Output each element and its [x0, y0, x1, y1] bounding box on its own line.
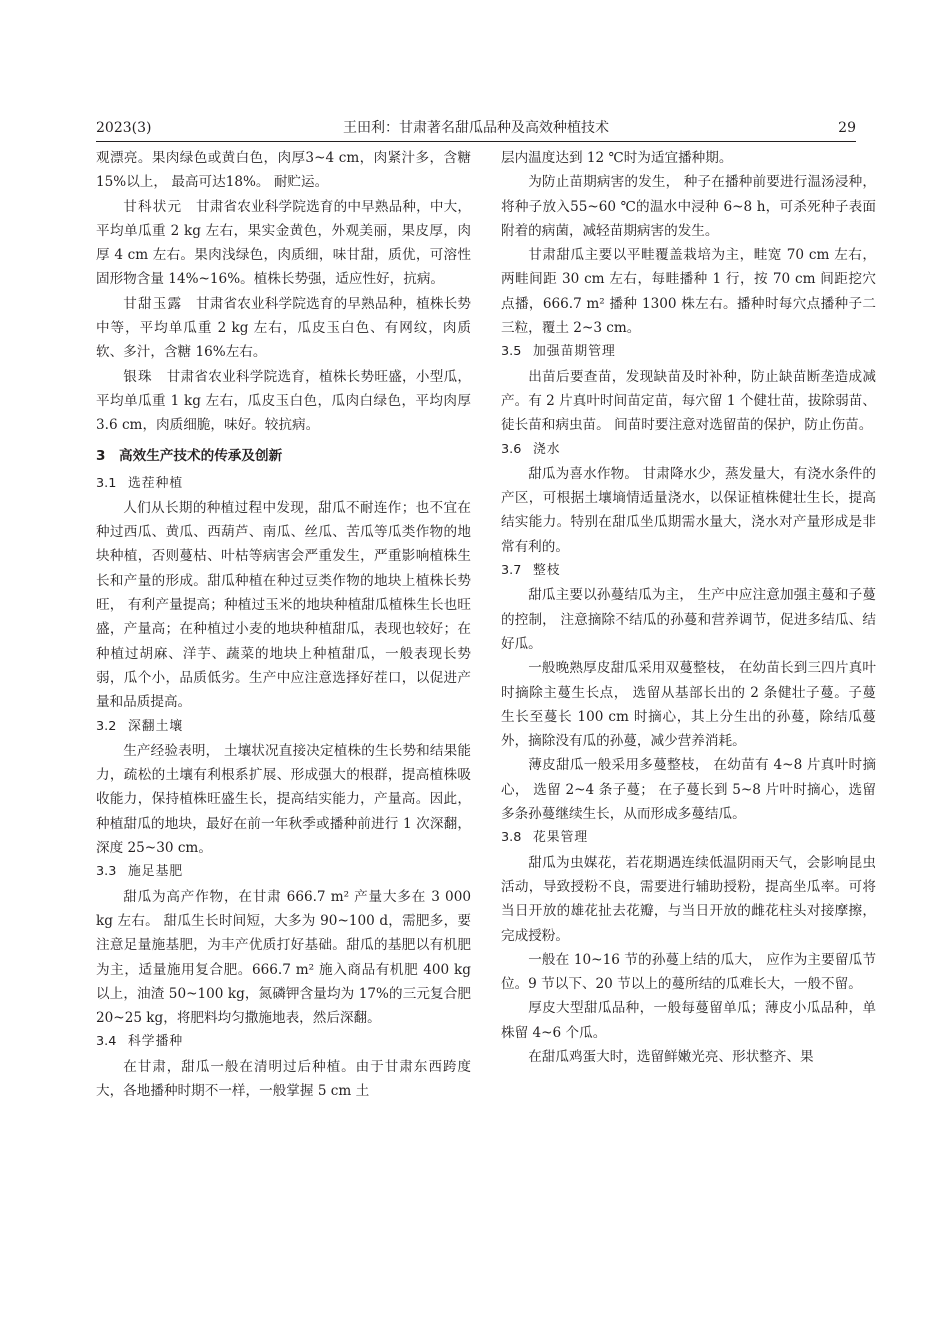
paragraph: 一般在 10~16 节的孙蔓上结的瓜大， 应作为主要留瓜节位。9 节以下、20 节以上的蔓所结的瓜难长大，一般不留。 [501, 951, 876, 993]
variety-entry [96, 292, 471, 365]
journal-issue: 2023(3) [96, 120, 152, 136]
paragraph: 薄皮甜瓜一般采用多蔓整枝， 在幼苗有 4~8 片真叶时摘心， 选留 2~4 条子蔓； 在子蔓长到 5~8 片叶时摘心，选留多条孙蔓继续生长，从而形成多蔓结瓜。 [501, 757, 876, 823]
paragraph: 人们从长期的种植过程中发现，甜瓜不耐连作；也不宜在种过西瓜、黄瓜、西葫芦、南瓜、丝瓜、苦瓜等瓜类作物的地块种植，否则蔓枯、叶枯等病害会严重发生，严重影响植株生长和产量的形成。甜瓜种植在种过豆类作物的地块上植株长势旺， 有利产量提高；种植过玉米的地块种植甜瓜植株生长也旺盛，产量高；在种植过小麦的地块种植甜瓜，表现也较好；在种植过胡麻、洋芋、蔬菜的地块上种植甜瓜，一般表现长势弱，瓜个小，品质低劣。生产中应注意选择好茬口，以促进产量和品质提高。 [96, 499, 471, 711]
paragraph: 甜瓜为高产作物，在甘肃 666.7 m² 产量大多在 3 000 kg 左右。 甜瓜生长时间短，大多为 90~100 d，需肥多，要注意足量施基肥，为丰产优质打好基础。甜瓜的基肥以有机肥为主，适量施用复合肥。666.7 m² 施入商品有机肥 400 kg 以上，油渣 50~100 kg，氮磷钾含量均为 17%的三元复合肥 20~25 kg，将肥料均匀撒施地表，然后深翻。 [96, 888, 471, 1027]
paragraph: 层内温度达到 12 ℃时为适宜播种期。 [501, 150, 733, 166]
subsection-number: 3.7 [501, 563, 522, 579]
subsection-label: 整枝 [533, 563, 561, 579]
subsection-heading [96, 715, 471, 739]
subsection-label: 加强苗期管理 [533, 344, 616, 360]
variety-name: 甘甜玉露 [123, 295, 183, 312]
left-column [96, 146, 471, 1103]
variety-name: 银珠 [123, 368, 153, 385]
subsection-heading [501, 559, 876, 583]
subsection-heading [96, 472, 471, 496]
subsection-label: 花果管理 [533, 830, 589, 846]
subsection-number: 3.5 [501, 344, 522, 360]
paragraph: 甘肃甜瓜主要以平畦覆盖栽培为主，畦宽 70 cm 左右，两畦间距 30 cm 左右，每畦播种 1 行，按 70 cm 间距挖穴点播，666.7 m² 播种 1300 株左右。播种时每穴点播种子二三粒，覆土 2~3 cm。 [501, 247, 876, 337]
paragraph: 甜瓜主要以孙蔓结瓜为主， 生产中应注意加强主蔓和子蔓的控制， 注意摘除不结瓜的孙蔓和营养调节，促进多结瓜、结好瓜。 [501, 587, 876, 652]
paragraph: 为防止苗期病害的发生， 种子在播种前要进行温汤浸种，将种子放入55~60 ℃的温水中浸种 6~8 h，可杀死种子表面附着的病菌，减轻苗期病害的发生。 [501, 174, 876, 239]
subsection-number: 3.1 [96, 475, 117, 491]
variety-description: 甘肃省农业科学院选育的中早熟品种，中大，平均单瓜重 2 kg 左右，果实金黄色，外观美丽，果皮厚，肉厚 4 cm 左右。果肉浅绿色，肉质细，味甘甜，质优，可溶性固形物含量 14%~16%。植株长势强，适应性好，抗病。 [96, 198, 472, 288]
subsection-heading [96, 1030, 471, 1054]
subsection-label: 选茬种植 [128, 475, 184, 491]
paragraph: 生产经验表明， 土壤状况直接决定植株的生长势和结果能力，疏松的土壤有利根系扩展、形成强大的根群，提高植株吸收能力，保持植株旺盛生长，提高结实能力，产量高。因此，种植甜瓜的地块，最好在前一年秋季或播种前进行 1 次深翻，深度 25~30 cm。 [96, 742, 471, 857]
subsection-heading [501, 340, 876, 364]
subsection-number: 3.6 [501, 441, 522, 457]
subsection-number: 3.4 [96, 1034, 117, 1050]
paragraph: 甜瓜为喜水作物。 甘肃降水少，蒸发量大，有浇水条件的产区，可根据土壤墒情适量浇水，以保证植株健壮生长，提高结实能力。特别在甜瓜坐瓜期需水量大，浇水对产量形成是非常有利的。 [501, 465, 876, 555]
subsection-label: 科学播种 [128, 1034, 184, 1050]
running-header [96, 118, 856, 138]
paragraph: 出苗后要查苗，发现缺苗及时补种，防止缺苗断垄造成减产。有 2 片真叶时间苗定苗，每穴留 1 个健壮苗，拔除弱苗、徒长苗和病虫苗。 间苗时要注意对选留苗的保护，防止伤苗。 [501, 368, 876, 434]
paragraph: 一般晚熟厚皮甜瓜采用双蔓整枝， 在幼苗长到三四片真叶时摘除主蔓生长点， 选留从基部长出的 2 条健壮子蔓。子蔓生长至蔓长 100 cm 时摘心，其上分生出的孙蔓，除结瓜蔓外，摘除没有瓜的孙蔓，减少营养消耗。 [501, 660, 876, 750]
running-title: 王田利：甘肃著名甜瓜品种及高效种植技术 [343, 120, 609, 136]
paragraph: 观漂亮。果肉绿色或黄白色，肉厚3~4 cm，肉紧汁多，含糖15%以上， 最高可达18%。 耐贮运。 [96, 150, 471, 191]
variety-description: 甘肃省农业科学院选育的早熟品种，植株长势中等，平均单瓜重 2 kg 左右，瓜皮玉白色、有网纹，肉质软、多汁，含糖 16%左右。 [96, 295, 472, 361]
subsection-heading [501, 826, 876, 850]
subsection-heading [96, 860, 471, 884]
section-heading: 3 高效生产技术的传承及创新 [96, 447, 283, 464]
subsection-heading [501, 438, 876, 462]
subsection-label: 施足基肥 [128, 864, 184, 880]
subsection-number: 3.8 [501, 830, 522, 846]
variety-entry [96, 195, 471, 292]
subsection-number: 3.2 [96, 718, 117, 734]
subsection-label: 深翻土壤 [128, 718, 184, 734]
variety-entry [96, 365, 471, 438]
header-rule [96, 141, 856, 142]
paragraph: 在甜瓜鸡蛋大时，选留鲜嫩光亮、形状整齐、果 [528, 1048, 814, 1065]
subsection-number: 3.3 [96, 864, 117, 880]
variety-description: 甘肃省农业科学院选育，植株长势旺盛，小型瓜，平均单瓜重 1 kg 左右，瓜皮玉白色，瓜肉白绿色，平均肉厚 3.6 cm，肉质细脆，味好。较抗病。 [96, 368, 472, 434]
subsection-label: 浇水 [533, 441, 561, 457]
paragraph: 甜瓜为虫媒花，若花期遇连续低温阴雨天气，会影响昆虫活动，导致授粉不良，需要进行辅助授粉，提高坐瓜率。可将当日开放的雄花扯去花瓣，与当日开放的雌花柱头对接摩擦，完成授粉。 [501, 854, 876, 944]
right-column [501, 146, 876, 1069]
paragraph: 在甘肃，甜瓜一般在清明过后种植。由于甘肃东西跨度大，各地播种时期不一样，一般掌握 5 cm 土 [96, 1058, 471, 1099]
page-number: 29 [838, 120, 856, 136]
paragraph: 厚皮大型甜瓜品种，一般每蔓留单瓜；薄皮小瓜品种，单株留 4~6 个瓜。 [501, 1000, 876, 1041]
variety-name: 甘科状元 [123, 198, 183, 215]
